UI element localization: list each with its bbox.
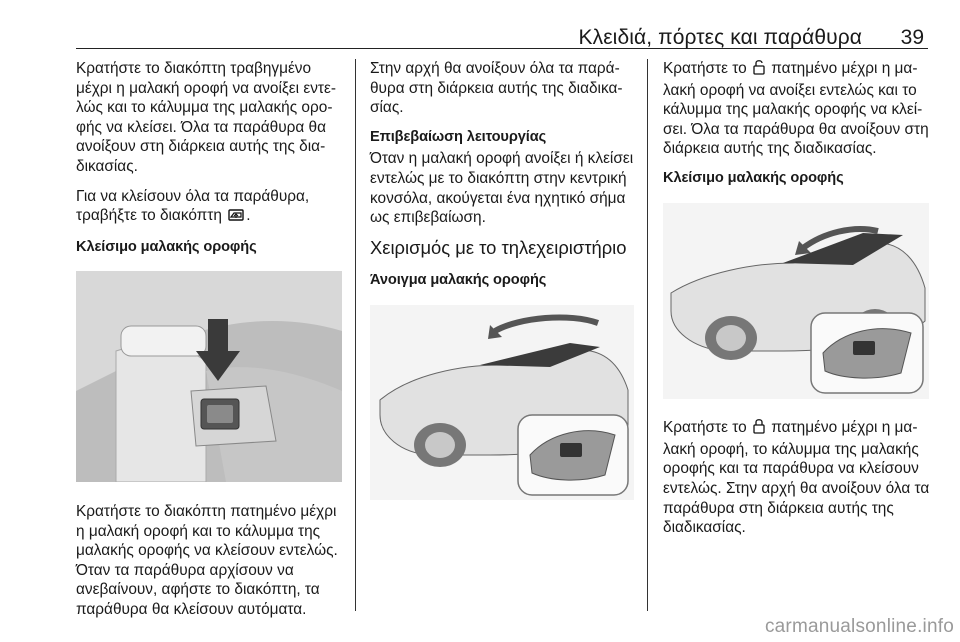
column-divider xyxy=(355,59,356,611)
car-roof-opening-illustration xyxy=(370,305,635,506)
car-roof-closing-illustration xyxy=(663,203,933,405)
paragraph: Όταν η μαλακή οροφή ανοίξει ή κλείσει εντελώς με το διακόπτη στην κεντρική κονσόλα, ακούγεται ένα ηχητικό σήμα ως επιβεβαίωση. xyxy=(370,150,634,227)
paragraph: Κρατήστε το διακόπτη τραβηγμένο μέχρι η μαλακή οροφή να ανοίξει εντελώς και το κάλυμμα της μαλακής οροφής να κλείσει. Όλα τα παράθυρα θα ανοίξουν στη διάρκεια αυτής της διαδικασίας. xyxy=(76,60,336,175)
paragraph: Κρατήστε το διακόπτη πατημένο μέχρι η μαλακή οροφή και το κάλυμμα της μαλακής οροφής να κλείσουν εντελώς. Όταν τα παράθυρα αρχίσουν να ανεβαίνουν, αφήστε το διακόπτη, τα παράθυρα θα κλείσουν αυτόματα. xyxy=(76,502,338,618)
column-right xyxy=(663,59,933,548)
column-divider xyxy=(647,59,648,611)
paragraph-text: Κρατήστε το xyxy=(663,419,747,437)
paragraph: Στην αρχή θα ανοίξουν όλα τα παράθυρα στη διάρκεια αυτής της διαδικασίας. xyxy=(370,60,623,117)
column-middle xyxy=(370,59,635,520)
section-heading: Επιβεβαίωση λειτουργίας xyxy=(370,128,547,145)
section-heading: Κλείσιμο μαλακής οροφής xyxy=(76,238,257,255)
watermark: carmanualsonline.info xyxy=(764,616,954,637)
paragraph-text: πατημένο μέχρι η μαλακή οροφή να ανοίξει εντελώς και το κάλυμμα της μαλακής οροφής να κλείσει. Όλα τα παράθυρα θα ανοίξουν στη διάρκεια αυτής της διαδικασίας. xyxy=(663,60,929,158)
paragraph-text: πατημένο μέχρι η μαλακή οροφή, το κάλυμμα της μαλακής οροφής και τα παράθυρα να κλείσουν εντελώς. Στην αρχή θα ανοίξουν όλα τα παράθυρα στη διάρκεια αυτής της διαδικασίας. xyxy=(663,419,930,537)
paragraph-text: Κρατήστε το xyxy=(663,60,747,77)
page-title: Κλειδιά, πόρτες και παράθυρα xyxy=(578,26,862,49)
paragraph-text: . xyxy=(246,207,251,225)
section-heading: Χειρισμός με το τηλεχειριστήριο xyxy=(370,236,627,258)
padlock-closed-icon xyxy=(753,418,765,440)
paragraph xyxy=(76,187,346,228)
window-switch-icon xyxy=(228,208,244,228)
page-header xyxy=(76,0,928,49)
paragraph-text: Για να κλείσουν όλα τα παράθυρα, τραβήξτε το διακόπτη xyxy=(76,187,310,225)
page-number: 39 xyxy=(900,26,924,49)
padlock-open-icon xyxy=(753,59,765,81)
console-switch-illustration xyxy=(76,271,346,488)
section-heading: Κλείσιμο μαλακής οροφής xyxy=(663,169,844,186)
subsection-heading: Άνοιγμα μαλακής οροφής xyxy=(370,272,547,289)
paragraph xyxy=(663,59,933,159)
column-left xyxy=(76,59,346,630)
paragraph xyxy=(663,418,933,538)
